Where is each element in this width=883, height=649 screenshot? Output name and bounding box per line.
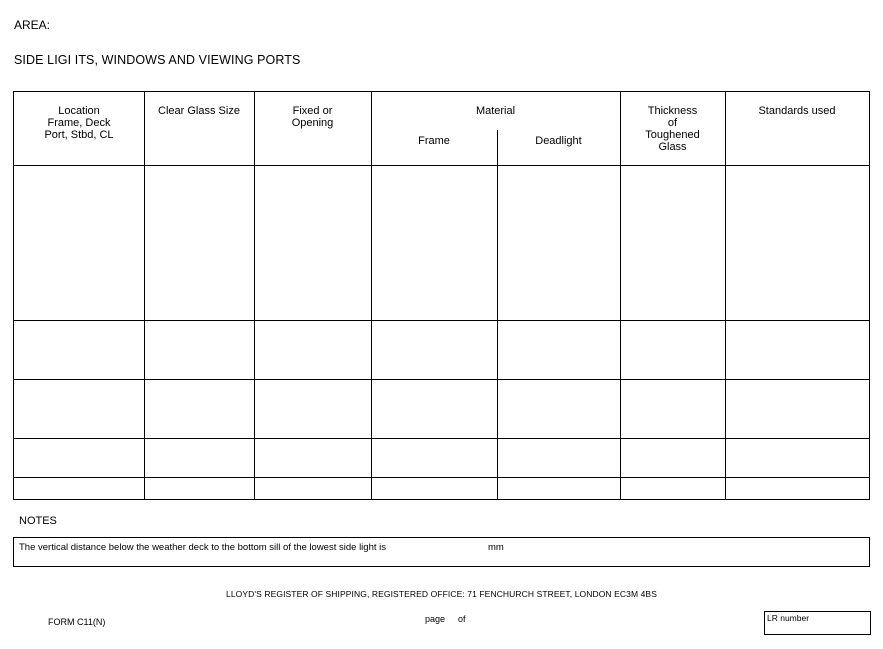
col-header-clear-glass-size: Clear Glass Size	[158, 105, 240, 117]
col-header-fixed-or-opening: Fixed or Opening	[291, 105, 334, 129]
col-header-location: Location Frame, Deck Port, Stbd, CL	[44, 105, 114, 141]
row-divider	[14, 320, 869, 321]
form-id: FORM C11(N)	[48, 617, 106, 627]
row-divider	[14, 438, 869, 439]
row-divider	[14, 477, 869, 478]
notes-label: NOTES	[19, 515, 57, 527]
col-header-thickness: Thickness of Toughened Glass	[645, 105, 700, 153]
notes-statement: The vertical distance below the weather deck to the bottom sill of the lowest side light is	[19, 542, 386, 553]
col-header-material: Material	[475, 105, 516, 117]
row-divider	[14, 379, 869, 380]
side-lights-table	[13, 91, 870, 500]
notes-unit: mm	[488, 542, 504, 553]
page-label: page	[425, 614, 446, 624]
form-title: SIDE LIGI ITS, WINDOWS AND VIEWING PORTS	[14, 53, 301, 67]
col-header-standards-used: Standards used	[758, 105, 836, 117]
material-subdivider	[497, 130, 498, 499]
registered-office-line: LLOYD'S REGISTER OF SHIPPING, REGISTERED OFFICE: 71 FENCHURCH STREET, LONDON EC3M 4BS	[226, 589, 657, 599]
of-label: of	[458, 614, 466, 624]
area-label: AREA:	[14, 18, 51, 32]
col-header-deadlight: Deadlight	[535, 135, 582, 147]
col-header-frame: Frame	[418, 135, 450, 147]
header-row-divider	[14, 165, 869, 166]
lr-number-label: LR number	[767, 613, 810, 623]
